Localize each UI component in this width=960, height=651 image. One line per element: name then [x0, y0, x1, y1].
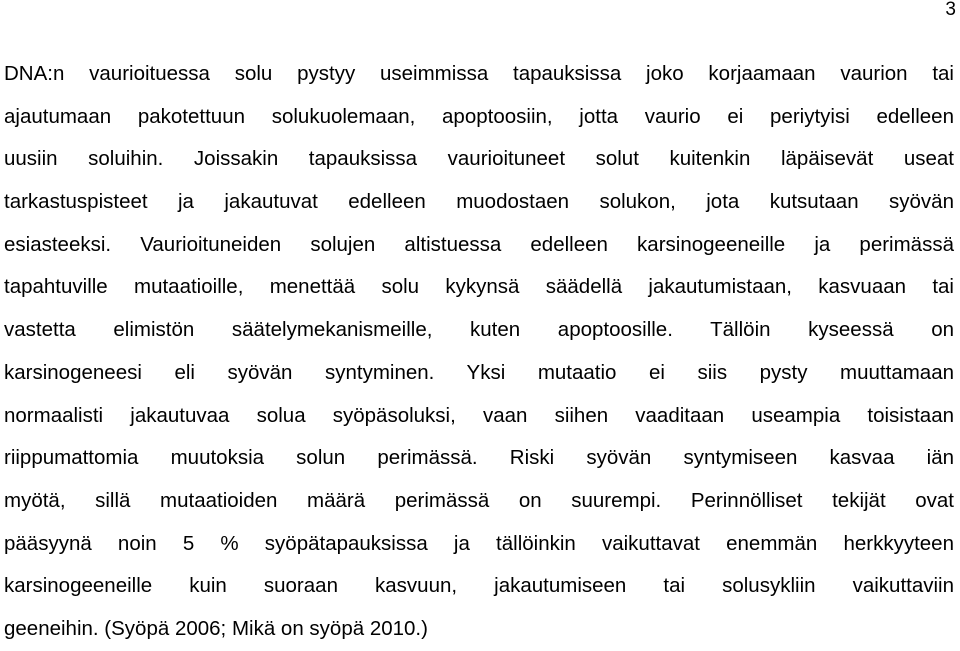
body-paragraph — [4, 53, 954, 651]
text-line: uusiin soluihin. Joissakin tapauksissa vaurioituneet solut kuitenkin läpäisevät useat — [4, 147, 954, 171]
text-line: karsinogeeneille kuin suoraan kasvuun, jakautumiseen tai solusykliin vaikuttaviin — [4, 574, 954, 598]
text-line: pääsyynä noin 5 % syöpätapauksissa ja tällöinkin vaikuttavat enemmän herkkyyteen — [4, 531, 954, 555]
text-line: tarkastuspisteet ja jakautuvat edelleen muodostaen solukon, jota kutsutaan syövän — [4, 190, 954, 214]
page-number: 3 — [945, 0, 956, 20]
text-line: tapahtuville mutaatioille, menettää solu kykynsä säädellä jakautumistaan, kasvuaan tai — [4, 275, 954, 299]
text-line: vastetta elimistön säätelymekanismeille, kuten apoptoosille. Tällöin kyseessä on — [4, 318, 954, 342]
text-line: riippumattomia muutoksia solun perimässä. Riski syövän syntymiseen kasvaa iän — [4, 446, 954, 470]
text-line: normaalisti jakautuvaa solua syöpäsoluksi, vaan siihen vaaditaan useampia toisistaan — [4, 403, 954, 427]
text-line: myötä, sillä mutaatioiden määrä perimässä on suurempi. Perinnölliset tekijät ovat — [4, 488, 954, 512]
text-line: karsinogeneesi eli syövän syntyminen. Yksi mutaatio ei siis pysty muuttamaan — [4, 360, 954, 384]
text-line: DNA:n vaurioituessa solu pystyy useimmissa tapauksissa joko korjaamaan vaurion tai — [4, 62, 954, 85]
text-line-last: geeneihin. (Syöpä 2006; Mikä on syöpä 2010.) — [4, 616, 428, 640]
text-line: esiasteeksi. Vaurioituneiden solujen altistuessa edelleen karsinogeeneille ja perimässä — [4, 232, 954, 256]
text-line: ajautumaan pakotettuun solukuolemaan, apoptoosiin, jotta vaurio ei periytyisi edelleen — [4, 104, 954, 128]
